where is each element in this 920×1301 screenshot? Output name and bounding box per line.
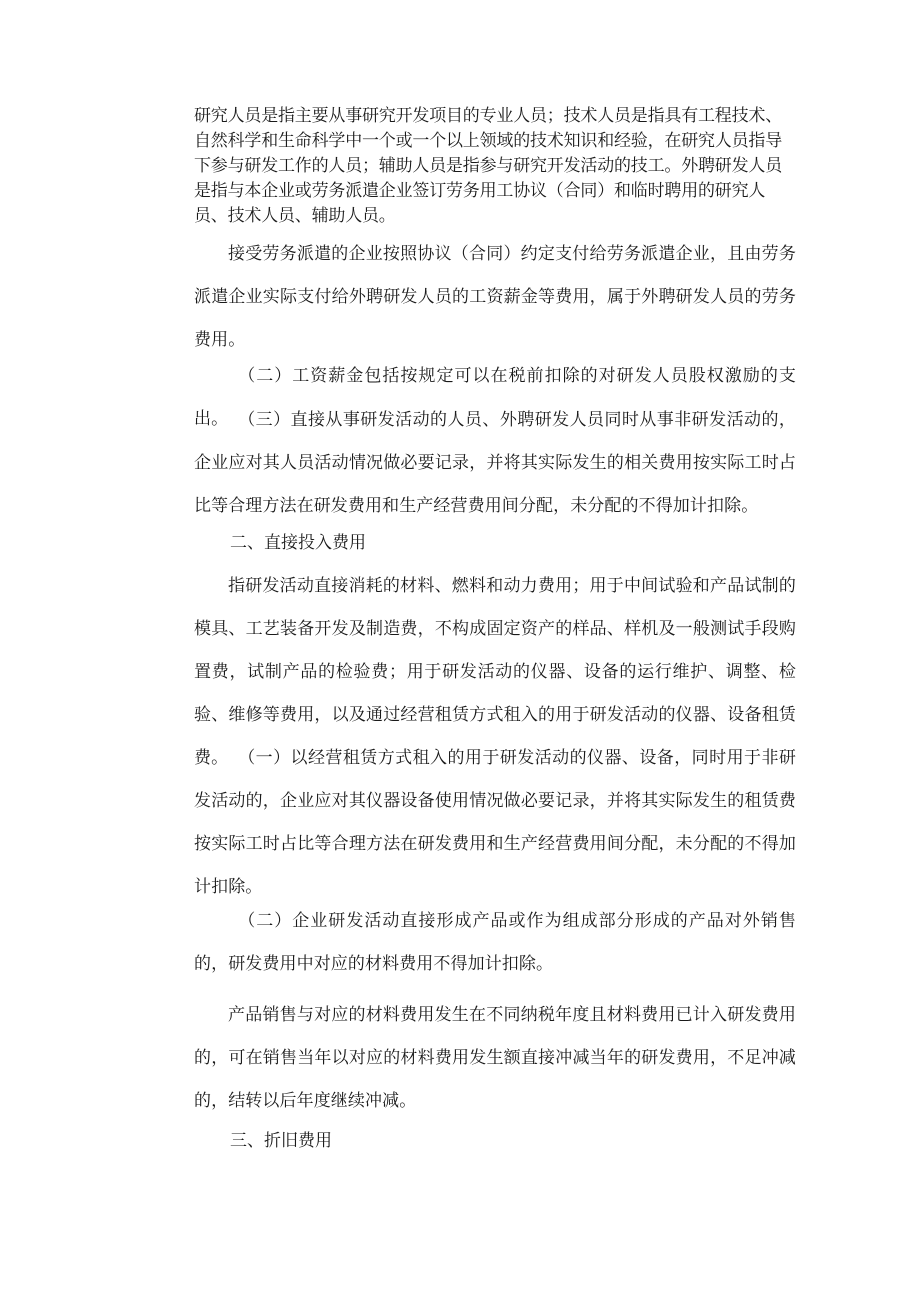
labor-dispatch-paragraph: 接受劳务派遣的企业按照协议（合同）约定支付给劳务派遣企业，且由劳务派遣企业实际支付给外聘研发人员的工资薪金等费用，属于外聘研发人员的劳务费用。 xyxy=(194,244,796,350)
item-three-paragraph: （三）直接从事研发活动的人员、外聘研发人员同时从事非研发活动的，企业应对其人员活动情况做必要记录，并将其实际发生的相关费用按实际工时占比等合理方法在研发费用和生产经营费用间分配，未分配的不得加计扣除。 xyxy=(194,410,796,516)
intro-paragraph: 研究人员是指主要从事研究开发项目的专业人员；技术人员是指具有工程技术、自然科学和生命科学中一个或一个以上领域的技术知识和经验，在研究人员指导下参与研发工作的人员；辅助人员是指参与研究开发活动的技工。外聘研发人员是指与本企业或劳务派遣企业签订劳务用工协议（合同）和临时聘用的研究人员、技术人员、辅助人员。 xyxy=(194,106,782,226)
product-sales-paragraph: 产品销售与对应的材料费用发生在不同纳税年度且材料费用已计入研发费用的，可在销售当年以对应的材料费用发生额直接冲减当年的研发费用，不足冲减的，结转以后年度继续冲减。 xyxy=(194,1005,796,1111)
section-heading-direct-input: 二、直接投入费用 xyxy=(230,533,366,553)
item-two-products-paragraph: （二）企业研发活动直接形成产品或作为组成部分形成的产品对外销售的，研发费用中对应的材料费用不得加计扣除。 xyxy=(194,911,796,974)
direct-input-paragraph: 指研发活动直接消耗的材料、燃料和动力费用；用于中间试验和产品试制的模具、工艺装备开发及制造费，不构成固定资产的样品、样机及一般测试手段购置费，试制产品的检验费；用于研发活动的仪器、设备的运行维护、调整、检验、维修等费用，以及通过经营租赁方式租入的用于研发活动的仪器、设备租赁费。 xyxy=(194,576,796,768)
item-one-lease-paragraph: （一）以经营租赁方式租入的用于研发活动的仪器、设备，同时用于非研发活动的，企业应对其仪器设备使用情况做必要记录，并将其实际发生的租赁费按实际工时占比等合理方法在研发费用和生产经营费用间分配，未分配的不得加计扣除。 xyxy=(194,748,796,897)
section-heading-depreciation: 三、折旧费用 xyxy=(230,1131,332,1151)
item-two-paragraph: （二）工资薪金包括按规定可以在税前扣除的对研发人员股权激励的支出。 xyxy=(194,366,796,429)
